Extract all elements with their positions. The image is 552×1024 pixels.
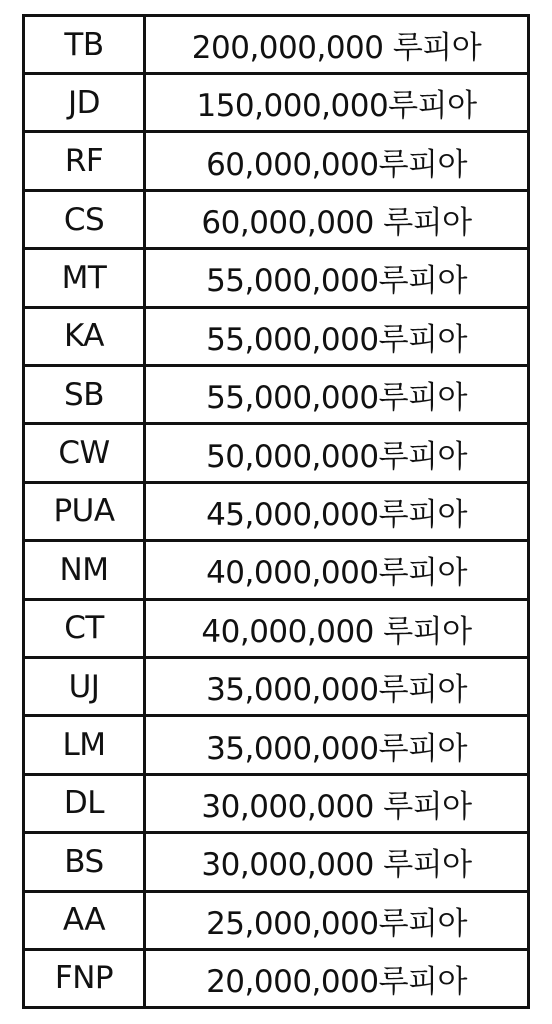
amount-cell: 55,000,000루피아 [145,366,528,424]
code-cell: TB [25,17,145,74]
table-row [25,949,527,1006]
table-row [25,366,527,424]
table-row [25,541,527,599]
amount-table [22,14,530,1009]
code-cell: UJ [25,657,145,715]
table-row [25,74,527,132]
amount-cell: 40,000,000루피아 [145,541,528,599]
code-cell: DL [25,774,145,832]
code-cell: RF [25,132,145,190]
amount-cell: 55,000,000루피아 [145,249,528,307]
table-row [25,891,527,949]
table-row [25,774,527,832]
amount-cell: 35,000,000루피아 [145,716,528,774]
table-row [25,307,527,365]
code-cell: AA [25,891,145,949]
amount-cell: 45,000,000루피아 [145,482,528,540]
amount-cell: 150,000,000루피아 [145,74,528,132]
code-cell: NM [25,541,145,599]
table-row [25,833,527,891]
amount-cell: 50,000,000루피아 [145,424,528,482]
code-cell: KA [25,307,145,365]
amount-cell: 55,000,000루피아 [145,307,528,365]
code-cell: MT [25,249,145,307]
amount-cell: 40,000,000 루피아 [145,599,528,657]
amount-cell: 35,000,000루피아 [145,657,528,715]
amount-cell: 60,000,000루피아 [145,132,528,190]
table-row [25,190,527,248]
amount-cell: 60,000,000 루피아 [145,190,528,248]
amount-cell: 20,000,000루피아 [145,949,528,1006]
code-cell: CW [25,424,145,482]
amount-cell: 200,000,000 루피아 [145,17,528,74]
code-cell: CT [25,599,145,657]
table-row [25,249,527,307]
table-row [25,599,527,657]
code-cell: FNP [25,949,145,1006]
code-cell: PUA [25,482,145,540]
code-cell: SB [25,366,145,424]
amount-cell: 25,000,000루피아 [145,891,528,949]
table-row [25,482,527,540]
amount-table-grid [25,17,527,1006]
table-row [25,657,527,715]
amount-cell: 30,000,000 루피아 [145,833,528,891]
code-cell: BS [25,833,145,891]
code-cell: LM [25,716,145,774]
table-row [25,424,527,482]
amount-cell: 30,000,000 루피아 [145,774,528,832]
table-row [25,132,527,190]
code-cell: CS [25,190,145,248]
table-body [25,17,527,1006]
table-row [25,17,527,74]
code-cell: JD [25,74,145,132]
table-row [25,716,527,774]
